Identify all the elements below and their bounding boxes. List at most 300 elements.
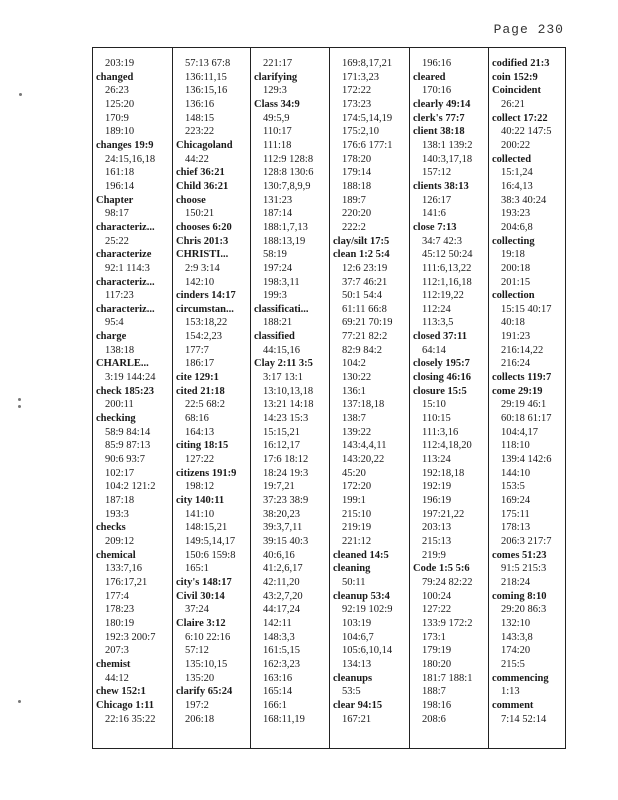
index-reference: 161:18: [105, 167, 135, 179]
index-reference: 137:18,18: [342, 399, 385, 411]
index-reference: 22:16 35:22: [105, 713, 156, 725]
index-reference: 129:3: [263, 85, 287, 97]
index-reference: 29:19 46:1: [501, 399, 547, 411]
index-reference: 178:13: [501, 522, 531, 534]
index-reference: 166:1: [263, 699, 287, 711]
index-reference: 215:10: [342, 508, 372, 520]
index-reference: 172:22: [342, 85, 372, 97]
index-reference: 197:2: [185, 699, 209, 711]
index-reference: 216:14,22: [501, 344, 544, 356]
index-reference: 189:7: [342, 194, 366, 206]
index-reference: 104:4,17: [501, 426, 539, 438]
index-reference: 157:12: [422, 167, 452, 179]
index-reference: 176:17,21: [105, 576, 148, 588]
index-term: cleaned 14:5: [333, 549, 389, 561]
index-term: closed 37:11: [413, 331, 467, 343]
index-reference: 117:23: [105, 290, 134, 302]
index-reference: 44:12: [105, 672, 129, 684]
index-reference: 92:19 102:9: [342, 604, 393, 616]
index-term: Chris 201:3: [176, 235, 229, 247]
index-reference: 130:22: [342, 372, 372, 384]
index-reference: 153:18,22: [185, 317, 228, 329]
index-reference: 136:15,16: [185, 85, 228, 97]
index-term: clearly 49:14: [413, 98, 471, 110]
index-reference: 135:20: [185, 672, 215, 684]
index-reference: 126:17: [422, 194, 452, 206]
index-reference: 127:22: [422, 604, 452, 616]
index-reference: 193:3: [105, 508, 129, 520]
index-term: characteriz...: [96, 276, 155, 288]
index-reference: 125:20: [105, 98, 135, 110]
index-reference: 37:23 38:9: [263, 495, 309, 506]
index-reference: 68:16: [185, 413, 209, 425]
index-reference: 112:9 128:8: [263, 153, 314, 165]
index-reference: 196:14: [105, 180, 135, 192]
index-reference: 187:18: [105, 495, 135, 506]
index-reference: 15:1,24: [501, 167, 533, 179]
index-reference: 192:19: [422, 481, 452, 493]
index-reference: 170:9: [105, 112, 129, 124]
index-reference: 37:7 46:21: [342, 276, 388, 288]
index-reference: 192:18,18: [422, 467, 465, 479]
index-reference: 110:17: [263, 126, 292, 138]
index-reference: 220:20: [342, 208, 372, 220]
index-term: checking: [96, 413, 136, 425]
index-reference: 143:20,22: [342, 454, 385, 466]
index-reference: 111:3,16: [422, 426, 459, 438]
index-reference: 215:5: [501, 658, 525, 670]
index-reference: 92:1 114:3: [105, 262, 150, 274]
index-reference: 128:8 130:6: [263, 167, 314, 179]
index-reference: 102:17: [105, 467, 135, 479]
index-reference: 34:7 42:3: [422, 235, 462, 247]
index-reference: 131:23: [263, 194, 293, 206]
index-reference: 174:20: [501, 645, 531, 657]
index-reference: 196:16: [422, 58, 452, 69]
index-reference: 132:10: [501, 617, 531, 629]
index-reference: 187:14: [263, 208, 293, 220]
index-term: circumstan...: [176, 303, 234, 315]
index-column-3: [250, 48, 329, 748]
index-term: changes 19:9: [96, 139, 154, 151]
index-term: chief 36:21: [176, 167, 225, 179]
index-reference: 209:12: [105, 535, 135, 547]
index-reference: 169:8,17,21: [342, 58, 393, 69]
index-reference: 219:9: [422, 549, 446, 561]
index-reference: 175:11: [501, 508, 530, 520]
index-reference: 177:4: [105, 590, 129, 602]
index-reference: 196:19: [422, 495, 452, 506]
index-reference: 16:4,13: [501, 180, 533, 192]
index-reference: 168:11,19: [263, 713, 305, 725]
index-reference: 165:1: [185, 563, 209, 575]
index-reference: 150:6 159:8: [185, 549, 236, 561]
index-reference: 85:9 87:13: [105, 440, 151, 452]
index-reference: 44:15,16: [263, 344, 301, 356]
index-reference: 127:22: [185, 454, 215, 466]
index-term: Code 1:5 5:6: [413, 563, 470, 575]
index-reference: 82:9 84:2: [342, 344, 382, 356]
index-term: closure 15:5: [413, 385, 467, 397]
index-reference: 112:19,22: [422, 290, 464, 302]
index-term: Child 36:21: [176, 180, 229, 192]
index-reference: 154:2,23: [185, 331, 223, 343]
index-reference: 170:16: [422, 85, 452, 97]
index-reference: 113:24: [422, 454, 451, 466]
index-reference: 191:23: [501, 331, 531, 343]
index-column-1: [93, 48, 172, 748]
index-term: characterize: [96, 249, 152, 261]
index-reference: 218:24: [501, 576, 531, 588]
index-reference: 18:24 19:3: [263, 467, 309, 479]
index-term: client 38:18: [413, 126, 465, 138]
index-reference: 77:21 82:2: [342, 331, 388, 343]
index-reference: 221:17: [263, 58, 293, 69]
index-reference: 199:1: [342, 495, 366, 506]
index-term: clear 94:15: [333, 699, 383, 711]
index-reference: 186:17: [185, 358, 215, 370]
index-term: clean 1:2 5:4: [333, 249, 390, 261]
index-reference: 199:3: [263, 290, 287, 302]
index-reference: 22:5 68:2: [185, 399, 225, 411]
index-reference: 203:19: [105, 58, 135, 69]
index-reference: 179:14: [342, 167, 372, 179]
index-reference: 142:10: [185, 276, 215, 288]
index-term: checks: [96, 522, 126, 534]
index-term: city's 148:17: [176, 576, 232, 588]
index-reference: 3:17 13:1: [263, 372, 303, 384]
index-column-5: [409, 48, 488, 748]
index-reference: 24:15,16,18: [105, 153, 156, 165]
index-reference: 144:10: [501, 467, 531, 479]
index-reference: 39:15 40:3: [263, 535, 309, 547]
index-term: choose: [176, 194, 206, 206]
index-reference: 140:3,17,18: [422, 153, 473, 165]
index-reference: 91:5 215:3: [501, 563, 547, 575]
index-reference: 38:3 40:24: [501, 194, 547, 206]
index-term: chemical: [96, 549, 136, 561]
index-term: Civil 30:14: [176, 590, 225, 602]
index-term: citizens 191:9: [176, 467, 237, 479]
index-reference: 169:24: [501, 495, 531, 506]
index-reference: 173:23: [342, 98, 372, 110]
page-number: Page 230: [493, 22, 564, 37]
scan-mark: [19, 93, 22, 96]
index-column-2: [172, 48, 250, 748]
index-reference: 19:7,21: [263, 481, 295, 493]
index-term: characteriz...: [96, 303, 155, 315]
index-term: closing 46:16: [413, 372, 472, 384]
index-reference: 176:6 177:1: [342, 139, 393, 151]
index-reference: 130:7,8,9,9: [263, 180, 311, 192]
index-term: characteriz...: [96, 221, 155, 233]
index-reference: 188:21: [263, 317, 293, 329]
index-reference: 200:18: [501, 262, 531, 274]
index-reference: 112:24: [422, 303, 451, 315]
index-reference: 60:18 61:17: [501, 413, 552, 425]
scan-mark: [18, 405, 21, 408]
index-reference: 104:2: [342, 358, 366, 370]
index-reference: 148:15,21: [185, 522, 228, 534]
index-reference: 13:21 14:18: [263, 399, 314, 411]
index-term: Claire 3:12: [176, 617, 226, 629]
index-reference: 15:15,21: [263, 426, 301, 438]
index-reference: 3:19 144:24: [105, 372, 156, 384]
index-term: changed: [96, 71, 134, 83]
index-term: chemist: [96, 658, 131, 670]
index-reference: 133:9 172:2: [422, 617, 473, 629]
index-reference: 42:11,20: [263, 576, 300, 588]
index-term: clients 38:13: [413, 180, 469, 192]
index-reference: 207:3: [105, 645, 129, 657]
index-reference: 175:2,10: [342, 126, 380, 138]
index-term: CHRISTI...: [176, 249, 229, 261]
index-reference: 133:7,16: [105, 563, 143, 575]
index-reference: 12:6 23:19: [342, 262, 388, 274]
index-reference: 104:6,7: [342, 631, 374, 643]
index-reference: 111:6,13,22: [422, 262, 472, 274]
index-term: collection: [492, 290, 535, 302]
index-reference: 26:21: [501, 98, 525, 110]
index-reference: 162:3,23: [263, 658, 301, 670]
index-reference: 192:3 200:7: [105, 631, 156, 643]
index-reference: 43:2,7,20: [263, 590, 303, 602]
index-reference: 200:11: [105, 399, 134, 411]
index-term: coin 152:9: [492, 71, 538, 83]
index-reference: 40:22 147:5: [501, 126, 552, 138]
index-reference: 172:20: [342, 481, 372, 493]
index-reference: 161:5,15: [263, 645, 301, 657]
index-reference: 29:20 86:3: [501, 604, 547, 616]
index-reference: 50:1 54:4: [342, 290, 382, 302]
index-reference: 136:16: [185, 98, 215, 110]
index-term: classificati...: [254, 303, 309, 315]
index-reference: 180:20: [422, 658, 452, 670]
index-reference: 138:7: [342, 413, 366, 425]
index-reference: 206:18: [185, 713, 215, 725]
index-term: cleanup 53:4: [333, 590, 390, 602]
index-reference: 148:3,3: [263, 631, 295, 643]
index-reference: 188:13,19: [263, 235, 306, 247]
index-term: cleared: [413, 71, 446, 83]
index-reference: 112:4,18,20: [422, 440, 472, 452]
index-reference: 25:22: [105, 235, 129, 247]
index-reference: 39:3,7,11: [263, 522, 303, 534]
index-reference: 13:10,13,18: [263, 385, 314, 397]
index-reference: 41:2,6,17: [263, 563, 303, 575]
index-term: cleaning: [333, 563, 371, 575]
index-reference: 104:2 121:2: [105, 481, 156, 493]
index-reference: 215:13: [422, 535, 452, 547]
index-reference: 178:23: [105, 604, 135, 616]
index-reference: 50:11: [342, 576, 366, 588]
index-reference: 98:17: [105, 208, 129, 220]
scan-mark: [18, 398, 21, 401]
index-term: commencing: [492, 672, 549, 684]
index-reference: 219:19: [342, 522, 372, 534]
index-term: coming 8:10: [492, 590, 547, 602]
index-reference: 150:21: [185, 208, 215, 220]
index-term: cleanups: [333, 672, 373, 684]
index-column-4: [329, 48, 409, 748]
index-reference: 100:24: [422, 590, 452, 602]
index-table: [92, 47, 566, 749]
index-reference: 15:10: [422, 399, 446, 411]
index-reference: 7:14 52:14: [501, 713, 547, 725]
index-reference: 206:3 217:7: [501, 535, 552, 547]
index-reference: 164:13: [185, 426, 215, 438]
index-term: clay/silt 17:5: [333, 235, 390, 247]
index-reference: 174:5,14,19: [342, 112, 393, 124]
index-reference: 188:18: [342, 180, 372, 192]
index-column-6: [488, 48, 567, 748]
index-reference: 38:20,23: [263, 508, 301, 520]
index-reference: 136:11,15: [185, 71, 227, 83]
index-reference: 79:24 82:22: [422, 576, 473, 588]
index-term: Chicago 1:11: [96, 699, 155, 711]
index-term: CHARLE...: [96, 358, 149, 370]
index-term: cite 129:1: [176, 372, 219, 384]
index-reference: 110:15: [422, 413, 451, 425]
index-term: Class 34:9: [254, 98, 300, 110]
index-term: clerk's 77:7: [413, 112, 465, 124]
index-term: cited 21:18: [176, 385, 225, 397]
index-reference: 95:4: [105, 317, 124, 329]
index-reference: 103:19: [342, 617, 372, 629]
index-reference: 165:14: [263, 686, 293, 698]
index-term: citing 18:15: [176, 440, 229, 452]
index-reference: 113:3,5: [422, 317, 454, 329]
index-reference: 17:6 18:12: [263, 454, 309, 466]
index-reference: 16:12,17: [263, 440, 301, 452]
index-reference: 188:1,7,13: [263, 221, 308, 233]
index-reference: 139:22: [342, 426, 372, 438]
index-reference: 163:16: [263, 672, 293, 684]
index-reference: 135:10,15: [185, 658, 228, 670]
index-reference: 139:4 142:6: [501, 454, 552, 466]
index-reference: 136:1: [342, 385, 366, 397]
index-reference: 138:1 139:2: [422, 139, 473, 151]
index-reference: 57:12: [185, 645, 209, 657]
index-term: comes 51:23: [492, 549, 547, 561]
index-reference: 40:18: [501, 317, 525, 329]
index-term: closely 195:7: [413, 358, 470, 370]
index-reference: 149:5,14,17: [185, 535, 236, 547]
index-term: clarify 65:24: [176, 686, 233, 698]
index-term: Chicagoland: [176, 139, 233, 151]
index-reference: 181:7 188:1: [422, 672, 473, 684]
index-reference: 61:11 66:8: [342, 303, 387, 315]
index-term: classified: [254, 331, 295, 343]
index-term: check 185:23: [96, 385, 155, 397]
index-reference: 197:21,22: [422, 508, 465, 520]
index-reference: 44:22: [185, 153, 209, 165]
index-term: collecting: [492, 235, 535, 247]
index-reference: 49:5,9: [263, 112, 290, 124]
index-reference: 141:10: [185, 508, 215, 520]
index-reference: 198:12: [185, 481, 215, 493]
index-term: comment: [492, 699, 534, 711]
index-reference: 37:24: [185, 604, 209, 616]
index-reference: 15:15 40:17: [501, 303, 552, 315]
index-reference: 197:24: [263, 262, 293, 274]
index-reference: 14:23 15:3: [263, 413, 309, 425]
index-reference: 223:22: [185, 126, 215, 138]
index-reference: 203:13: [422, 522, 452, 534]
index-reference: 198:16: [422, 699, 452, 711]
index-reference: 40:6,16: [263, 549, 295, 561]
index-term: clarifying: [254, 71, 298, 83]
index-reference: 105:6,10,14: [342, 645, 393, 657]
index-reference: 171:3,23: [342, 71, 380, 83]
index-reference: 112:1,16,18: [422, 276, 472, 288]
index-term: collects 119:7: [492, 372, 552, 384]
index-reference: 143:4,4,11: [342, 440, 387, 452]
index-reference: 153:5: [501, 481, 525, 493]
index-term: come 29:19: [492, 385, 543, 397]
index-term: chew 152:1: [96, 686, 146, 698]
index-reference: 45:20: [342, 467, 366, 479]
index-term: collect 17:22: [492, 112, 548, 124]
index-reference: 200:22: [501, 139, 531, 151]
index-term: city 140:11: [176, 495, 225, 506]
index-reference: 222:2: [342, 221, 366, 233]
index-reference: 44:17,24: [263, 604, 301, 616]
index-reference: 142:11: [263, 617, 292, 629]
index-reference: 208:6: [422, 713, 446, 725]
index-reference: 216:24: [501, 358, 531, 370]
index-reference: 180:19: [105, 617, 135, 629]
index-reference: 178:20: [342, 153, 372, 165]
index-reference: 193:23: [501, 208, 531, 220]
index-reference: 143:3,8: [501, 631, 533, 643]
index-reference: 26:23: [105, 85, 129, 97]
index-reference: 57:13 67:8: [185, 58, 231, 69]
index-reference: 179:19: [422, 645, 452, 657]
index-reference: 1:13: [501, 686, 520, 698]
index-reference: 58:9 84:14: [105, 426, 151, 438]
index-reference: 177:7: [185, 344, 209, 356]
index-reference: 134:13: [342, 658, 372, 670]
index-reference: 118:10: [501, 440, 530, 452]
index-reference: 167:21: [342, 713, 372, 725]
index-reference: 188:7: [422, 686, 446, 698]
index-term: codified 21:3: [492, 58, 550, 69]
index-reference: 53:5: [342, 686, 361, 698]
index-reference: 58:19: [263, 249, 287, 261]
index-term: chooses 6:20: [176, 221, 232, 233]
index-term: Coincident: [492, 85, 542, 97]
index-reference: 2:9 3:14: [185, 262, 220, 274]
index-reference: 111:18: [263, 139, 292, 151]
index-reference: 90:6 93:7: [105, 454, 145, 466]
index-reference: 201:15: [501, 276, 531, 288]
index-reference: 141:6: [422, 208, 446, 220]
index-term: close 7:13: [413, 221, 457, 233]
index-term: Chapter: [96, 194, 134, 206]
index-reference: 6:10 22:16: [185, 631, 231, 643]
scan-mark: [18, 700, 21, 703]
index-term: charge: [96, 331, 127, 343]
index-reference: 45:12 50:24: [422, 249, 473, 261]
index-reference: 64:14: [422, 344, 446, 356]
index-reference: 148:15: [185, 112, 215, 124]
index-term: cinders 14:17: [176, 290, 236, 302]
index-reference: 138:18: [105, 344, 135, 356]
index-reference: 69:21 70:19: [342, 317, 393, 329]
index-term: Clay 2:11 3:5: [254, 358, 313, 370]
index-reference: 189:10: [105, 126, 135, 138]
